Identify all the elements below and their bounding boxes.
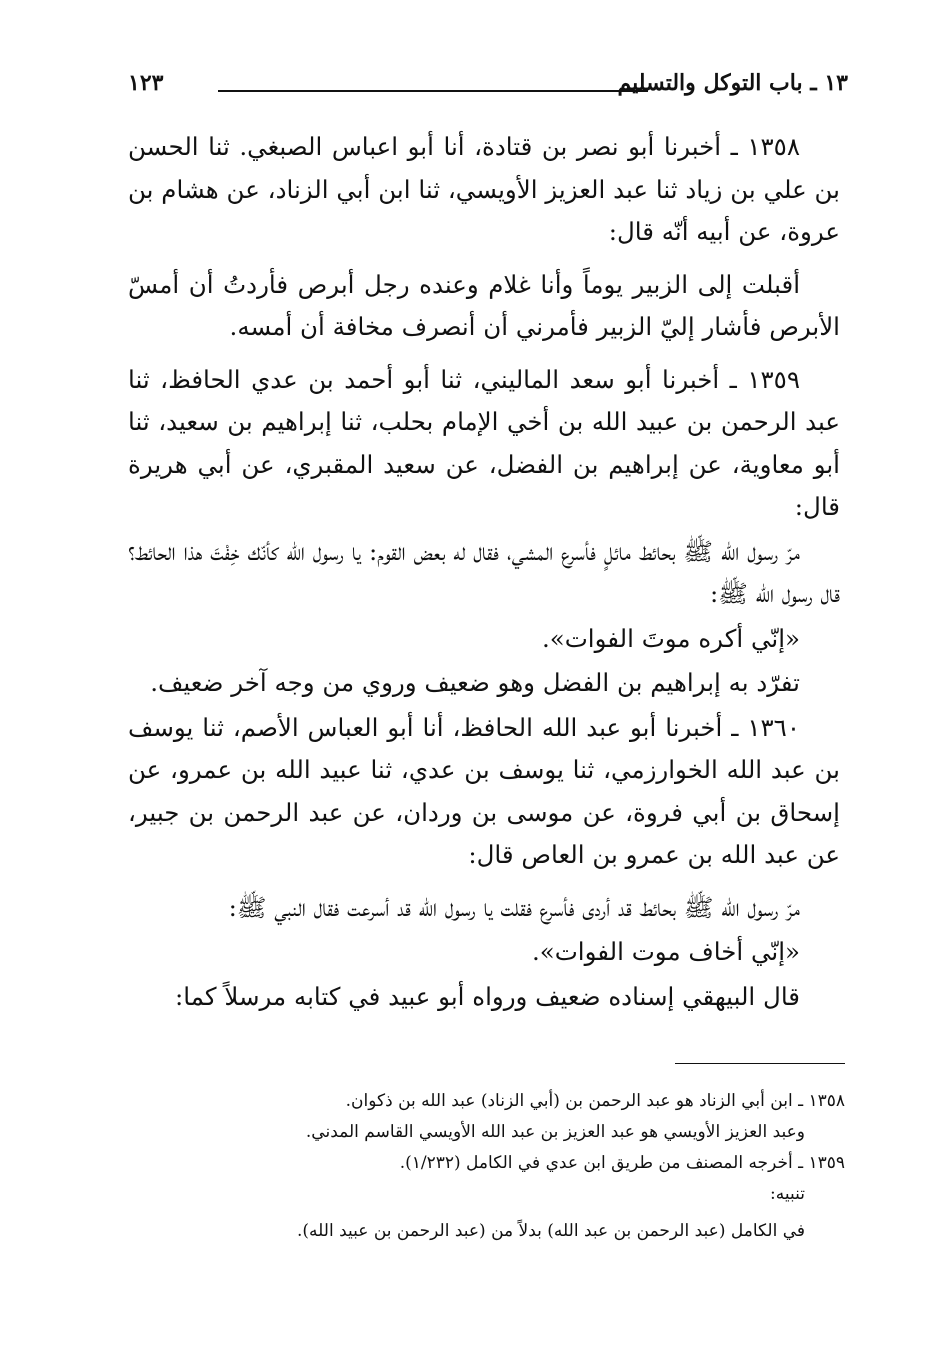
running-header (128, 68, 848, 104)
paragraph-1358-matn: أقبلت إلى الزبير يوماً وأنا غلام وعنده رجل أبرص فأردتُ أن أمسّ الأبرص فأشار إليّ الزبير فأمرني أن أنصرف مخافة أن أمسه. (128, 269, 840, 341)
header-rule (218, 90, 648, 92)
page-number: ١٢٣ (128, 70, 164, 96)
footnote-note-text: في الكامل (عبد الرحمن بن عبد الله) بدلاً من (عبد الرحمن بن عبيد الله). (297, 1221, 805, 1241)
paragraph-1360-quote: «إنّي أخاف موت الفوات». (531, 937, 800, 966)
paragraph-1358-isnad: ١٣٥٨ ـ أخبرنا أبو نصر بن قتادة، أنا أبو اعباس الصبغي. ثنا الحسن بن علي بن زياد ثنا عبد العزيز الأويسي، ثنا ابن أبي الزناد، عن هشام بن عروة، عن أبيه أنّه قال: (128, 132, 840, 246)
footnotes (125, 1086, 845, 1247)
main-text (128, 126, 840, 1028)
paragraph-1360-matn: مرّ رسول الله ﷺ بحائط قد أردى فأسرع فقلت يا رسول الله قد أسرعت فقال النبي ﷺ: (228, 892, 800, 922)
footnote-note-label: تنبيه: (770, 1184, 805, 1204)
paragraph-1359-note: تفرّد به إبراهيم بن الفضل وهو ضعيف وروي من وجه آخر ضعيف. (150, 668, 800, 697)
paragraph-1360-note: قال البيهقي إسناده ضعيف ورواه أبو عبيد في كتابه مرسلاً كما: (175, 981, 800, 1011)
footnote-1358: ١٣٥٨ ـ ابن أبي الزناد هو عبد الرحمن بن (أبي الزناد) عبد الله بن ذكوان. (345, 1091, 845, 1111)
paragraph-1359-matn: مرّ رسول الله ﷺ بحائط مائلٍ فأسرع المشي، فقال له بعض القوم: يا رسول الله كأنّك خِفْتَ هذا الحائط؟ قال رسول الله ﷺ: (128, 536, 840, 608)
chapter-title: ١٣ ـ باب التوكل والتسليم (617, 70, 848, 96)
paragraph-1359-isnad: ١٣٥٩ ـ أخبرنا أبو سعد الماليني، ثنا أبو أحمد بن عدي الحافظ، ثنا عبد الرحمن بن عبيد الله بن أخي الإمام بحلب، ثنا إبراهيم بن سعيد، ثنا أبو معاوية، عن إبراهيم بن الفضل، عن سعيد المقبري، عن أبي هريرة قال: (128, 364, 840, 521)
footnote-rule (675, 1063, 845, 1064)
paragraph-1359-quote: «إنّي أكره موتَ الفوات». (541, 623, 800, 653)
footnote-1359: ١٣٥٩ ـ أخرجه المصنف من طريق ابن عدي في الكامل (١/٢٣٢). (399, 1153, 845, 1173)
paragraph-1360-isnad: ١٣٦٠ ـ أخبرنا أبو عبد الله الحافظ، أنا أبو العباس الأصم، ثنا يوسف بن عبد الله الخوارزمي، ثنا يوسف بن عدي، ثنا عبيد الله بن عمرو، عن إسحاق بن أبي فروة، عن موسى بن وردان، عن عبد الرحمن بن جبير، عن عبد الله بن عمرو بن العاص قال: (128, 712, 840, 869)
footnote-1358-cont: وعبد العزيز الأويسي هو عبد العزيز بن عبد الله الأويسي القاسم المدني. (305, 1122, 805, 1142)
